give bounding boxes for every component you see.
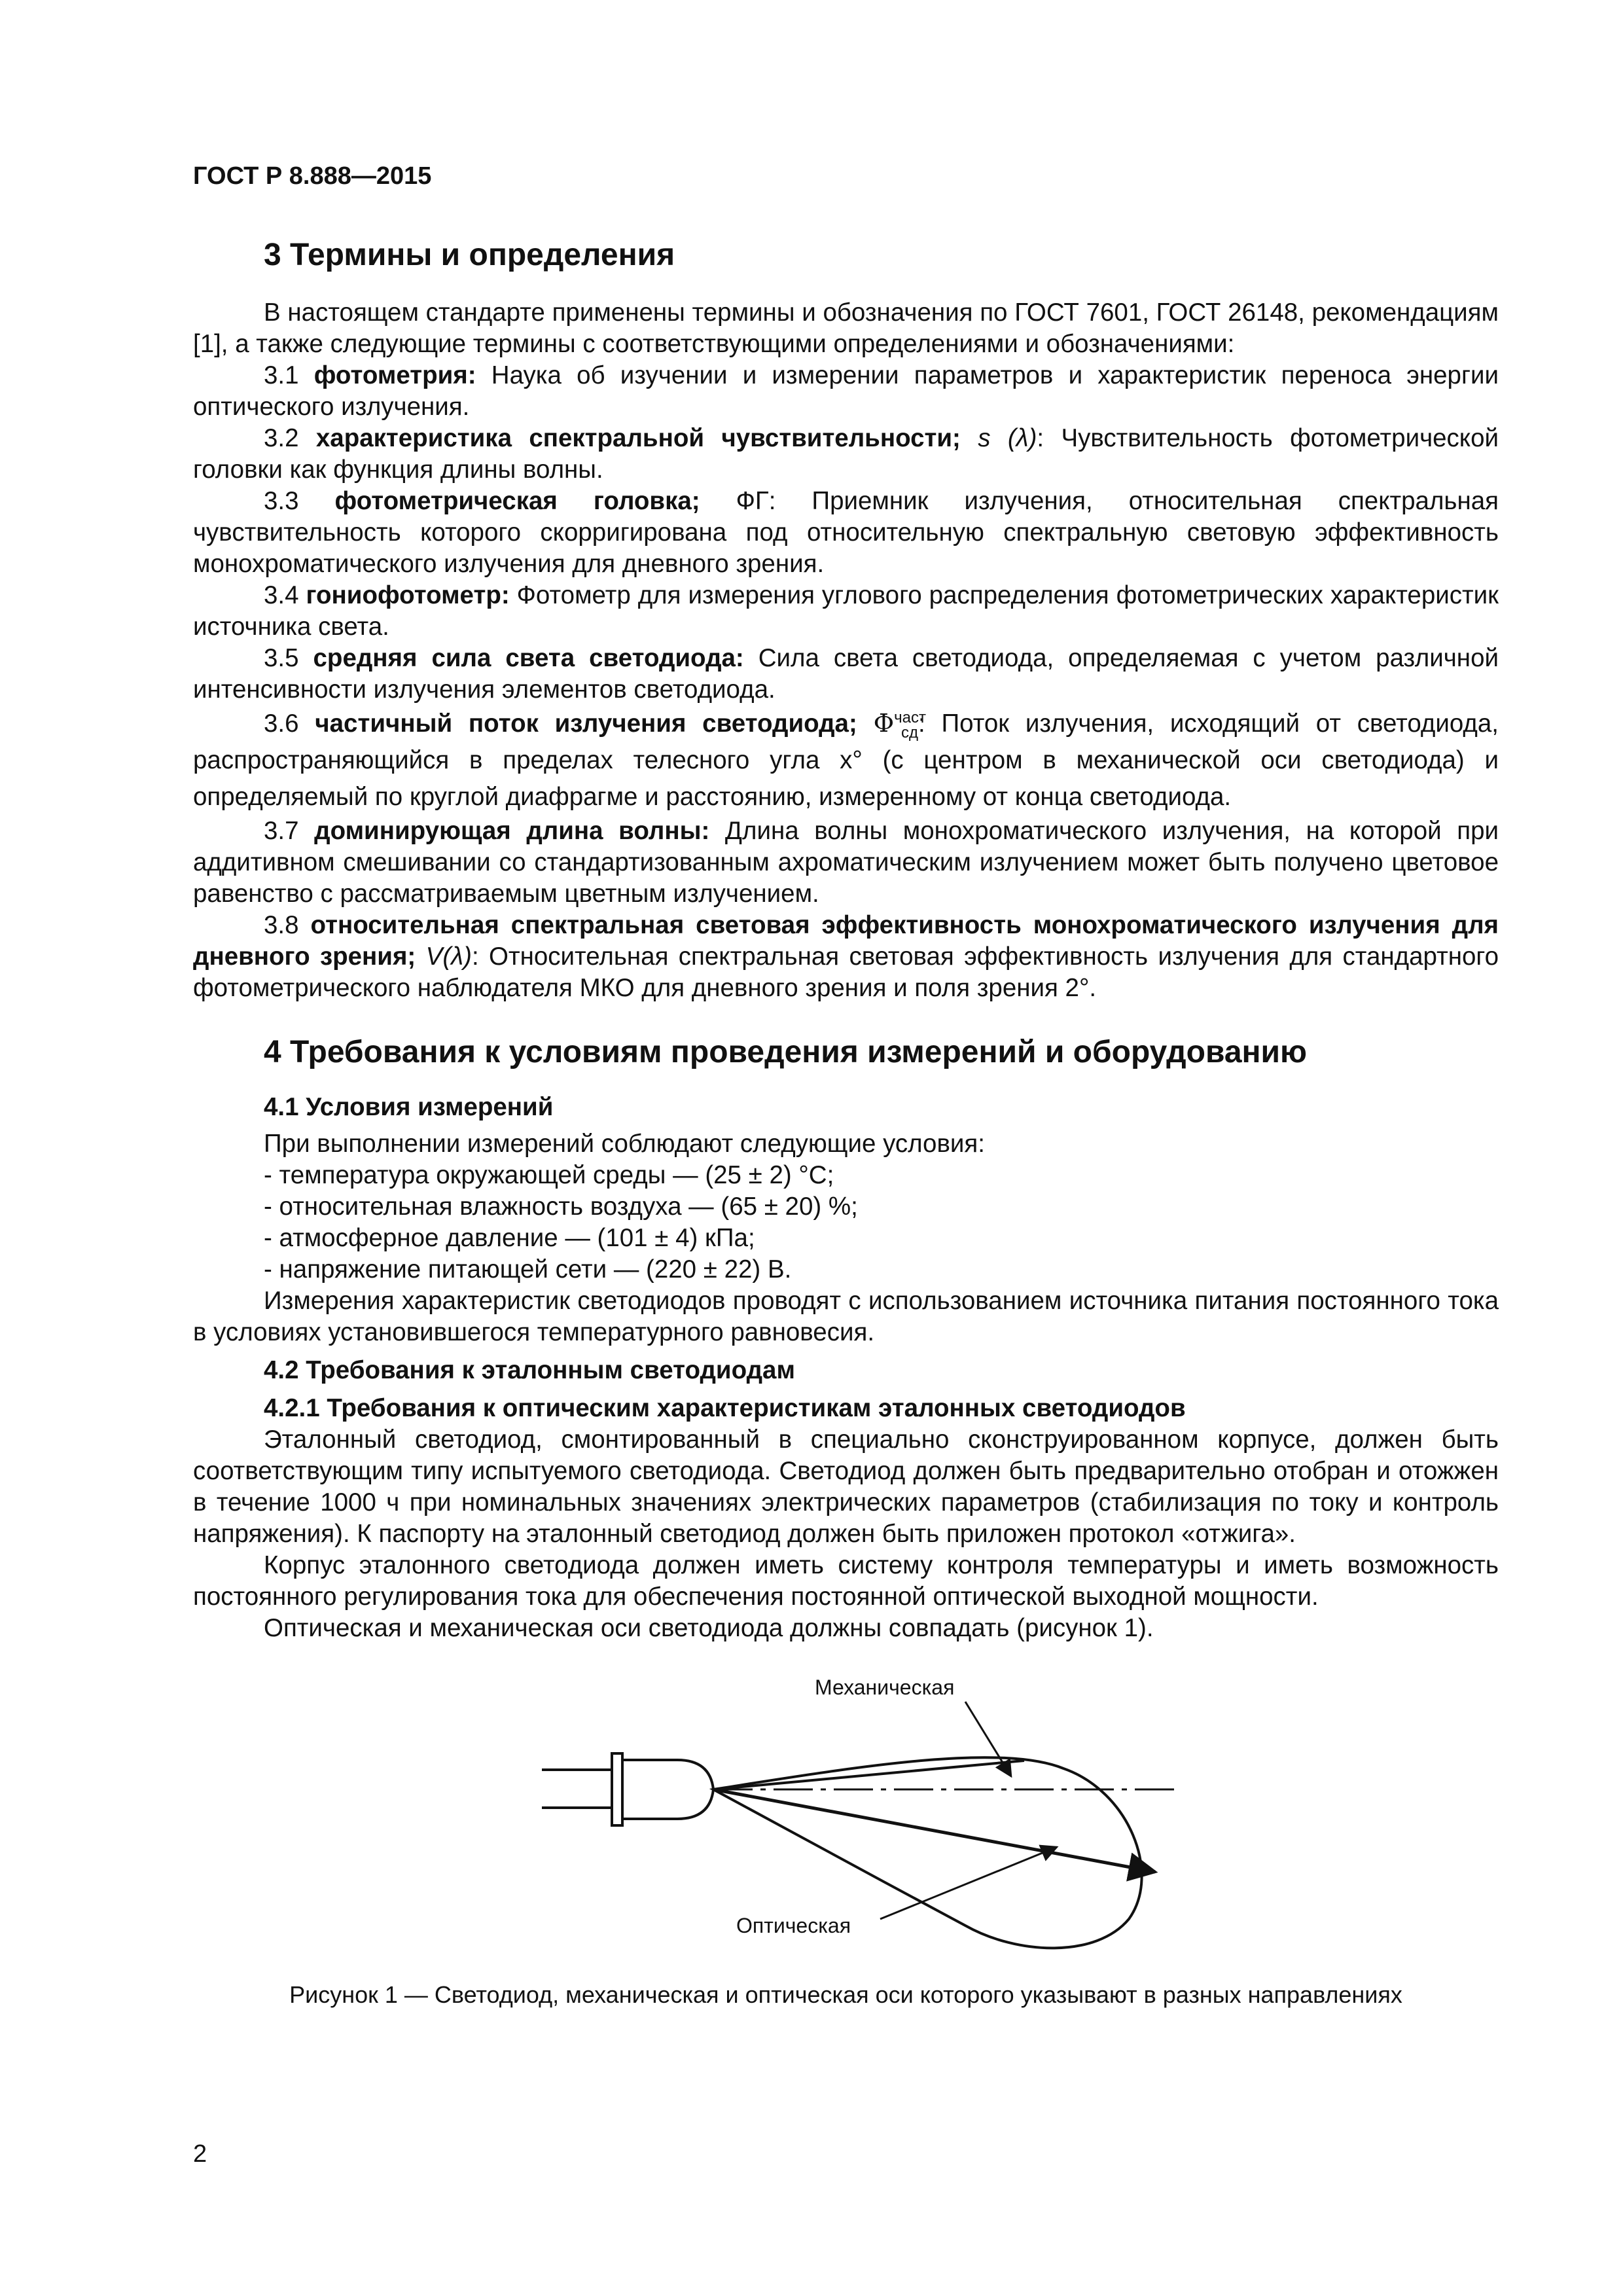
section-4-title: 4 Требования к условиям проведения измерений и оборудованию: [264, 1035, 1308, 1069]
page-content: [193, 236, 1499, 2011]
label-mechanical: Механическая: [815, 1676, 955, 1699]
section-4-1-text: Измерения характеристик светодиодов проводят с использованием источника питания постоянного тока в условиях установившегося температурного равновесия.: [193, 1287, 1499, 1346]
optical-axis-arrow: [713, 1789, 1155, 1872]
conditions-list: [193, 1160, 1499, 1285]
section-3-intro: В настоящем стандарте применены термины и обозначения по ГОСТ 7601, ГОСТ 26148, рекомендациям [1], а также следующие термины с соответствующими определениями и обозначениями:: [193, 298, 1499, 358]
list-item: - напряжение питающей сети — (220 ± 22) В.: [264, 1255, 792, 1283]
section-4-2-1-p3: Оптическая и механическая оси светодиода должны совпадать (рисунок 1).: [264, 1614, 1154, 1642]
document-header: ГОСТ Р 8.888—2015: [193, 162, 432, 190]
term-3-8: 3.8 относительная спектральная световая эффективность монохроматического излучения для дневного зрения; V(λ): Относительная спектральная световая эффективность излучения для стандартного фотометрического наблюдателя МКО для дневного зрения и поля зрения 2°.: [193, 911, 1499, 1002]
term-3-2: 3.2 характеристика спектральной чувствительности; s (λ): Чувствительность фотометрической головки как функция длины волны.: [193, 424, 1499, 484]
section-3-title: 3 Термины и определения: [264, 238, 675, 272]
term-3-7: 3.7 доминирующая длина волны: Длина волны монохроматического излучения, на которой при аддитивном смешивании со стандартизованным ахроматическим излучением может быть получено цветовое равенство с рассматриваемым цветным излучением.: [193, 817, 1499, 908]
figure-1: [193, 1657, 1499, 1965]
term-3-1: 3.1 фотометрия: Наука об изучении и измерении параметров и характеристик переноса энергии оптического излучения.: [193, 361, 1499, 421]
term-3-4: 3.4 гониофотометр: Фотометр для измерения углового распределения фотометрических характеристик источника света.: [193, 581, 1499, 641]
list-item: - атмосферное давление — (101 ± 4) кПа;: [264, 1224, 755, 1252]
section-4-1-title: 4.1 Условия измерений: [264, 1093, 554, 1121]
led-flange: [612, 1753, 622, 1825]
page-number: 2: [193, 2140, 207, 2168]
term-3-3: 3.3 фотометрическая головка; ФГ: Приемник излучения, относительная спектральная чувствительность которого скорригирована под относительную спектральную световую эффективность монохроматического излучения для дневного зрения.: [193, 487, 1499, 578]
label-optical: Оптическая: [736, 1914, 851, 1937]
leader-optical: [880, 1847, 1057, 1919]
list-item: - относительная влажность воздуха — (65 ± 20) %;: [264, 1193, 858, 1221]
lobe-tangent: [713, 1761, 1024, 1789]
led-body: [622, 1760, 713, 1819]
section-4-2-1-p2: Корпус эталонного светодиода должен иметь систему контроля температуры и иметь возможность постоянного регулирования тока для обеспечения постоянной оптической выходной мощности.: [193, 1551, 1499, 1611]
list-item: - температура окружающей среды — (25 ± 2) °С;: [264, 1161, 834, 1189]
section-4-2-1-title: 4.2.1 Требования к оптическим характеристикам эталонных светодиодов: [264, 1394, 1186, 1422]
term-3-5: 3.5 средняя сила света светодиода: Сила света светодиода, определяемая с учетом различной интенсивности излучения элементов светодиода.: [193, 644, 1499, 704]
section-4-2-title: 4.2 Требования к эталонным светодиодам: [264, 1356, 795, 1384]
figure-caption: Рисунок 1 — Светодиод, механическая и оптическая оси которого указывают в разных направлениях: [289, 1981, 1402, 2008]
section-4-2-1-p1: Эталонный светодиод, смонтированный в специально сконструированном корпусе, должен быть соответствующим типу испытуемого светодиода. Светодиод должен быть предварительно отобран и отожжен в течение 1000 ч при номинальных значениях электрических параметров (стабилизация по току и контроль напряжения). К паспорту на эталонный светодиод должен быть приложен протокол «отжига».: [193, 1426, 1499, 1548]
term-3-6: 3.6 частичный поток излучения светодиода; $\Phi^{част}_{сд}$: Поток излучения, исходящий от светодиода, распространяющийся в пределах телесного угла x° (с центром в механической оси светодиода) и определяемый по круглой диафрагме и расстоянию, измеренному от конца светодиода.: [193, 709, 1499, 811]
section-4-1-intro: При выполнении измерений соблюдают следующие условия:: [264, 1130, 985, 1158]
